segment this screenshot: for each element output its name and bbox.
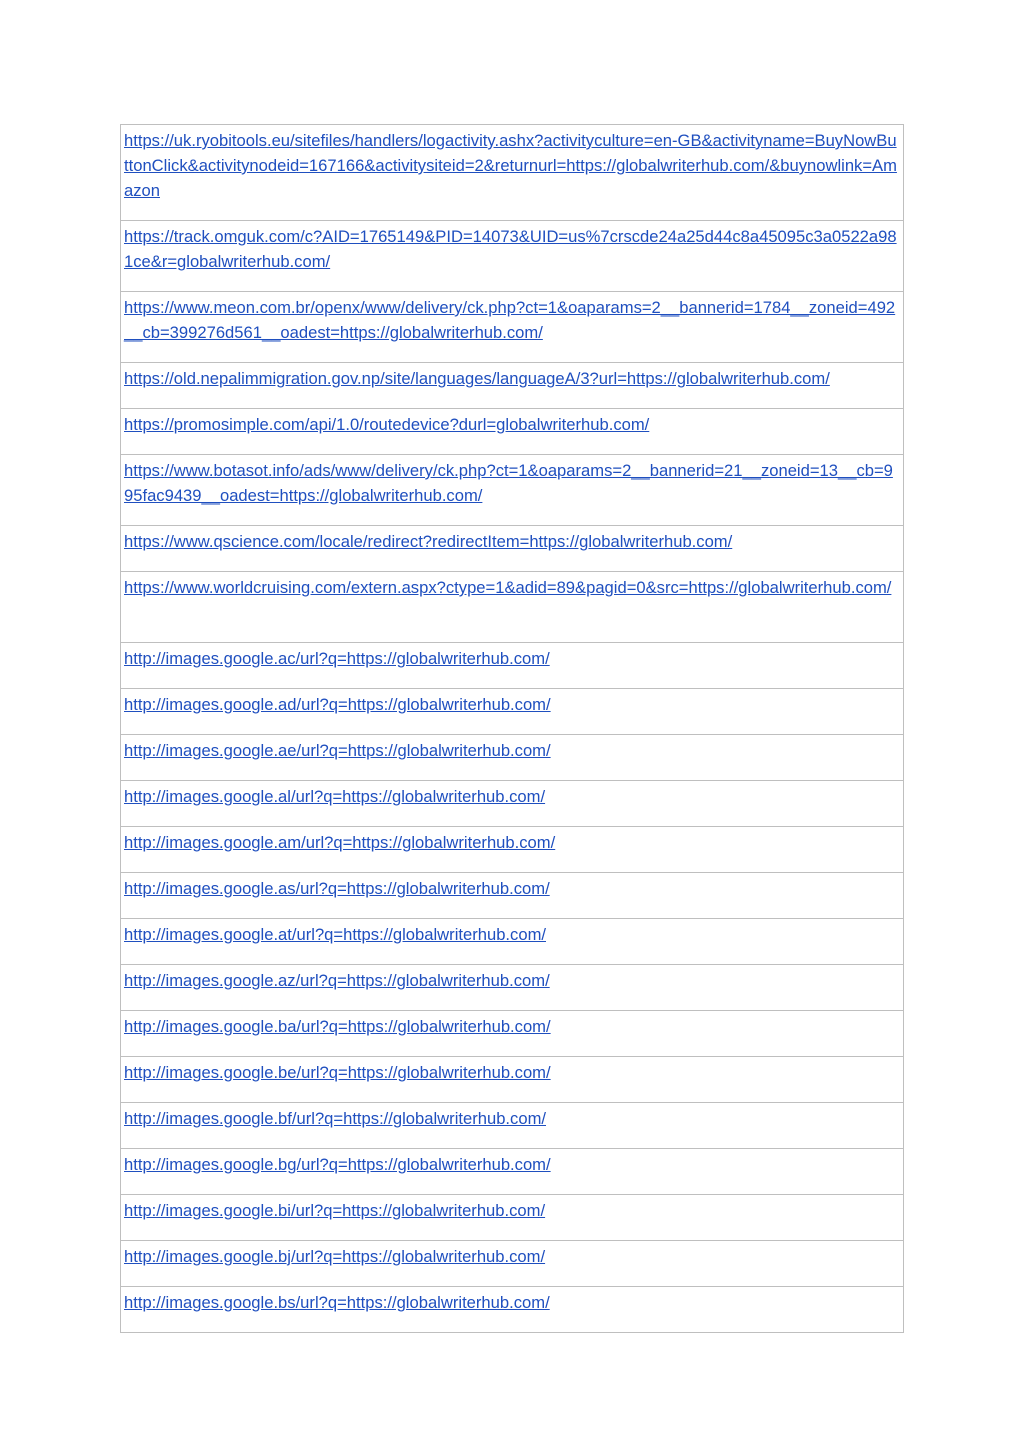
table-cell — [121, 781, 904, 827]
link[interactable]: https://uk.ryobitools.eu/sitefiles/handlers/logactivity.ashx?activityculture=en-GB&activityname=BuyNowButtonClick&activitynodeid=167166&activitysiteid=2&returnurl=https://globalwriterhub.com/&buynowlink=Amazon — [124, 131, 897, 200]
table-cell — [121, 363, 904, 409]
table-cell — [121, 292, 904, 363]
table-cell — [121, 689, 904, 735]
table-cell — [121, 643, 904, 689]
table-cell — [121, 1103, 904, 1149]
table-cell — [121, 1195, 904, 1241]
table-cell — [121, 827, 904, 873]
link[interactable]: http://images.google.bj/url?q=https://globalwriterhub.com/ — [124, 1247, 546, 1266]
table-row — [121, 409, 904, 455]
link[interactable]: http://images.google.at/url?q=https://globalwriterhub.com/ — [124, 925, 546, 944]
table-cell — [121, 526, 904, 572]
table-cell — [121, 1057, 904, 1103]
link[interactable]: http://images.google.ae/url?q=https://globalwriterhub.com/ — [124, 741, 551, 760]
table-row — [121, 455, 904, 526]
table-row — [121, 735, 904, 781]
table-cell — [121, 455, 904, 526]
link[interactable]: http://images.google.ba/url?q=https://globalwriterhub.com/ — [124, 1017, 551, 1036]
link[interactable]: https://www.botasot.info/ads/www/delivery/ck.php?ct=1&oaparams=2__bannerid=21__zoneid=13__cb=995fac9439__oadest=https://globalwriterhub.com/ — [124, 461, 893, 505]
table-cell — [121, 873, 904, 919]
link[interactable]: http://images.google.bi/url?q=https://globalwriterhub.com/ — [124, 1201, 546, 1220]
table-cell — [121, 735, 904, 781]
table-row — [121, 1287, 904, 1333]
link[interactable]: http://images.google.bs/url?q=https://globalwriterhub.com/ — [124, 1293, 550, 1312]
link[interactable]: http://images.google.be/url?q=https://globalwriterhub.com/ — [124, 1063, 551, 1082]
table-row — [121, 363, 904, 409]
table-row — [121, 643, 904, 689]
link[interactable]: http://images.google.az/url?q=https://globalwriterhub.com/ — [124, 971, 550, 990]
link[interactable]: https://promosimple.com/api/1.0/routedevice?durl=globalwriterhub.com/ — [124, 415, 650, 434]
table-row — [121, 919, 904, 965]
table-cell — [121, 1287, 904, 1333]
table-cell — [121, 965, 904, 1011]
table-cell — [121, 572, 904, 643]
link[interactable]: http://images.google.ad/url?q=https://globalwriterhub.com/ — [124, 695, 551, 714]
table-row — [121, 827, 904, 873]
table-cell — [121, 1011, 904, 1057]
table-row — [121, 1195, 904, 1241]
table-row — [121, 125, 904, 221]
link[interactable]: https://old.nepalimmigration.gov.np/site/languages/languageA/3?url=https://globalwriterhub.com/ — [124, 369, 830, 388]
table-row — [121, 965, 904, 1011]
table-row — [121, 689, 904, 735]
table-row — [121, 781, 904, 827]
link[interactable]: https://www.worldcruising.com/extern.aspx?ctype=1&adid=89&pagid=0&src=https://globalwriterhub.com/ — [124, 578, 892, 597]
table-cell — [121, 1241, 904, 1287]
table-cell — [121, 409, 904, 455]
link[interactable]: https://www.qscience.com/locale/redirect?redirectItem=https://globalwriterhub.com/ — [124, 532, 733, 551]
link[interactable]: http://images.google.as/url?q=https://globalwriterhub.com/ — [124, 879, 550, 898]
link-table — [120, 124, 904, 1333]
table-row — [121, 1241, 904, 1287]
table-row — [121, 1011, 904, 1057]
table-cell — [121, 125, 904, 221]
table-cell — [121, 919, 904, 965]
link[interactable]: http://images.google.bg/url?q=https://globalwriterhub.com/ — [124, 1155, 551, 1174]
table-row — [121, 572, 904, 643]
link[interactable]: http://images.google.ac/url?q=https://globalwriterhub.com/ — [124, 649, 550, 668]
link[interactable]: https://track.omguk.com/c?AID=1765149&PID=14073&UID=us%7crscde24a25d44c8a45095c3a0522a981ce&r=globalwriterhub.com/ — [124, 227, 897, 271]
table-row — [121, 873, 904, 919]
table-row — [121, 292, 904, 363]
link[interactable]: http://images.google.am/url?q=https://globalwriterhub.com/ — [124, 833, 556, 852]
table-row — [121, 1103, 904, 1149]
table-row — [121, 1057, 904, 1103]
link[interactable]: https://www.meon.com.br/openx/www/delivery/ck.php?ct=1&oaparams=2__bannerid=1784__zoneid=492__cb=399276d561__oadest=https://globalwriterhub.com/ — [124, 298, 896, 342]
table-cell — [121, 221, 904, 292]
table-row — [121, 221, 904, 292]
table-cell — [121, 1149, 904, 1195]
table-row — [121, 526, 904, 572]
link[interactable]: http://images.google.bf/url?q=https://globalwriterhub.com/ — [124, 1109, 546, 1128]
table-row — [121, 1149, 904, 1195]
link[interactable]: http://images.google.al/url?q=https://globalwriterhub.com/ — [124, 787, 546, 806]
